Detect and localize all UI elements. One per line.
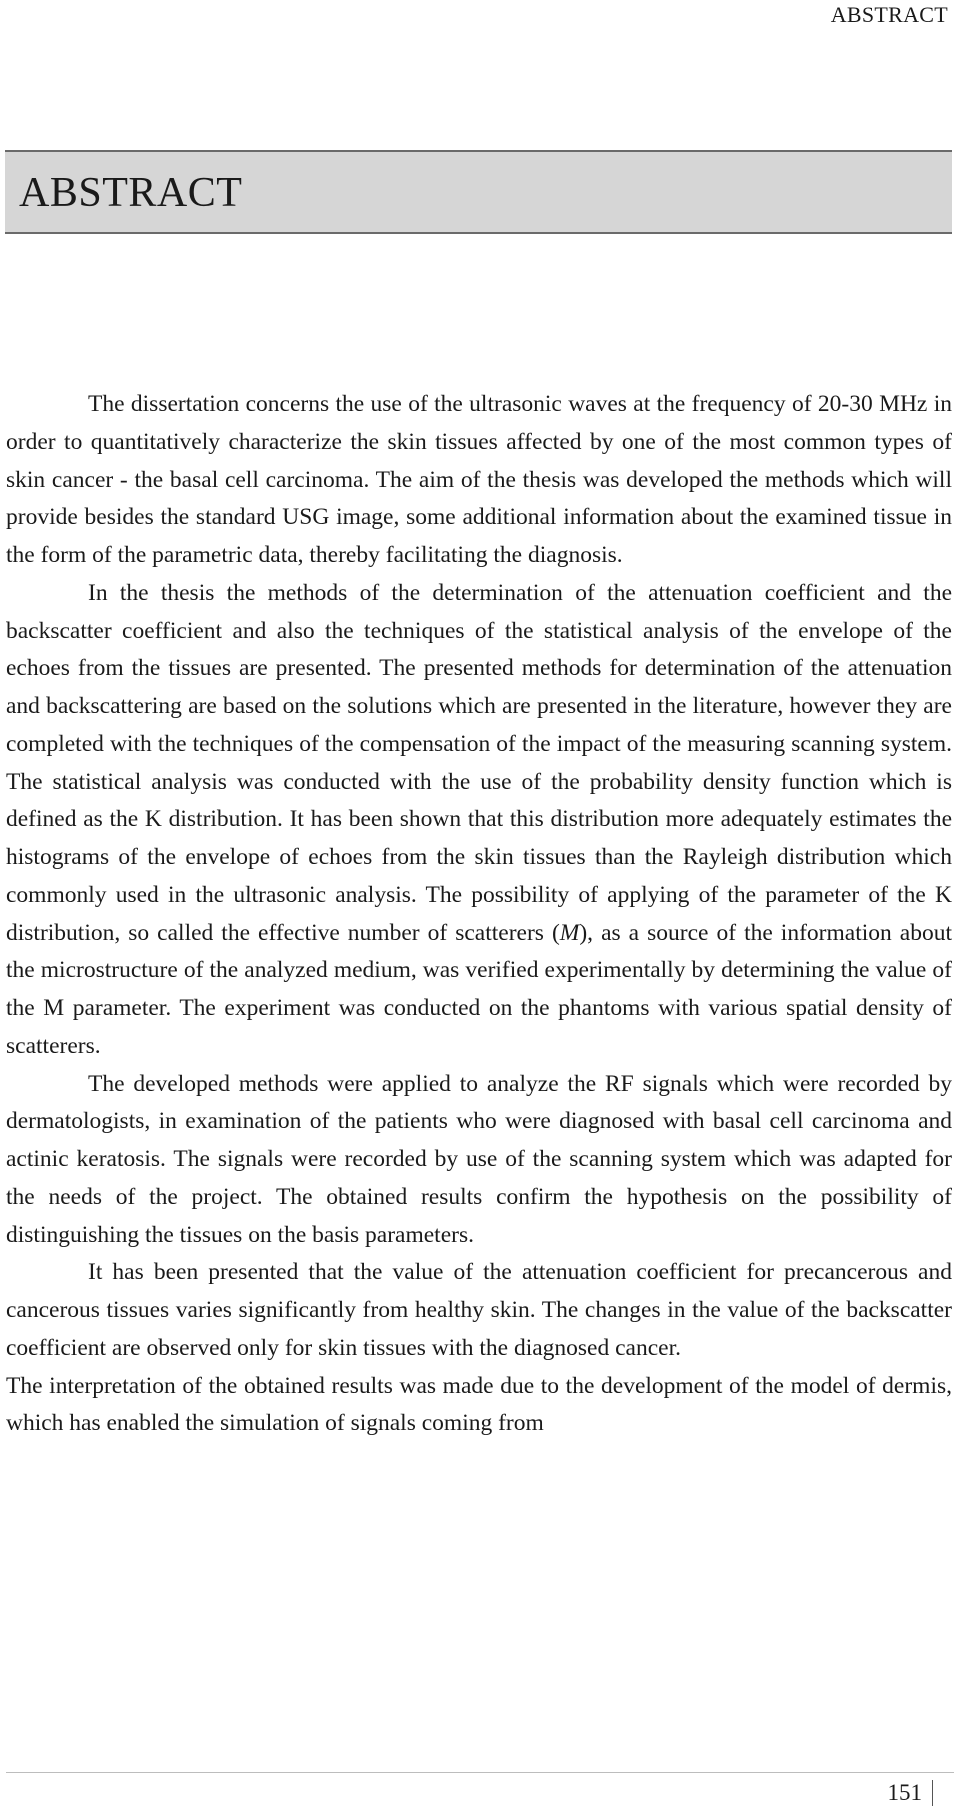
page-footer (0, 1772, 960, 1805)
page-number: 151 (887, 1780, 922, 1805)
section-title-band (5, 150, 952, 234)
running-header: ABSTRACT (830, 2, 948, 27)
paragraph-1: The dissertation concerns the use of the ultrasonic waves at the frequency of 20-30 MHz in order to quantitatively characterize the skin tissues affected by one of the most common types of skin cancer - the basal cell carcinoma. The aim of the thesis was developed the methods which will provide besides the standard USG image, some additional information about the examined tissue in the form of the parametric data, thereby facilitating the diagnosis. (6, 391, 952, 568)
paragraph-4: It has been presented that the value of the attenuation coefficient for precancerous and cancerous tissues varies significantly from healthy skin. The changes in the value of the backscatter coefficient are observed only for skin tissues with the diagnosed cancer. (6, 1259, 952, 1361)
abstract-body (6, 386, 952, 1443)
parameter-symbol: M (559, 919, 580, 946)
paragraph-2-part-1: In the thesis the methods of the determination of the attenuation coefficient and the backscatter coefficient and also the techniques of the statistical analysis of the envelope of the echoes from the tissues are presented. The presented methods for determination of the attenuation and backscattering are based on the solutions which are presented in the literature, however they are completed with the techniques of the compensation of the impact of the measuring scanning system. The statistical analysis was conducted with the use of the probability density function which is defined as the K distribution. It has been shown that this distribution more adequately estimates the histograms of the envelope of echoes from the skin tissues than the Rayleigh distribution which commonly used in the ultrasonic analysis. The possibility of applying of the parameter of the K distribution, so called the effective number of scatterers ( (6, 579, 952, 946)
section-title: ABSTRACT (19, 170, 243, 216)
paragraph-3: The developed methods were applied to analyze the RF signals which were recorded by dermatologists, in examination of the patients who were diagnosed with basal cell carcinoma and actinic keratosis. The signals were recorded by use of the scanning system which was adapted for the needs of the project. The obtained results confirm the hypothesis on the possibility of distinguishing the tissues on the basis parameters. (6, 1070, 952, 1248)
paragraph-5: The interpretation of the obtained results was made due to the development of the model of dermis, which has enabled the simulation of signals coming from (6, 1372, 952, 1437)
footer-divider (6, 1772, 954, 1773)
paragraph-2 (6, 575, 952, 1066)
page-number-divider (932, 1780, 933, 1806)
paragraph-2-part-2: ), as a source of the information about the microstructure of the analyzed medium, was verified experimentally by determining the value of the M parameter. The experiment was conducted on the phantoms with various spatial density of scatterers. (6, 919, 952, 1059)
